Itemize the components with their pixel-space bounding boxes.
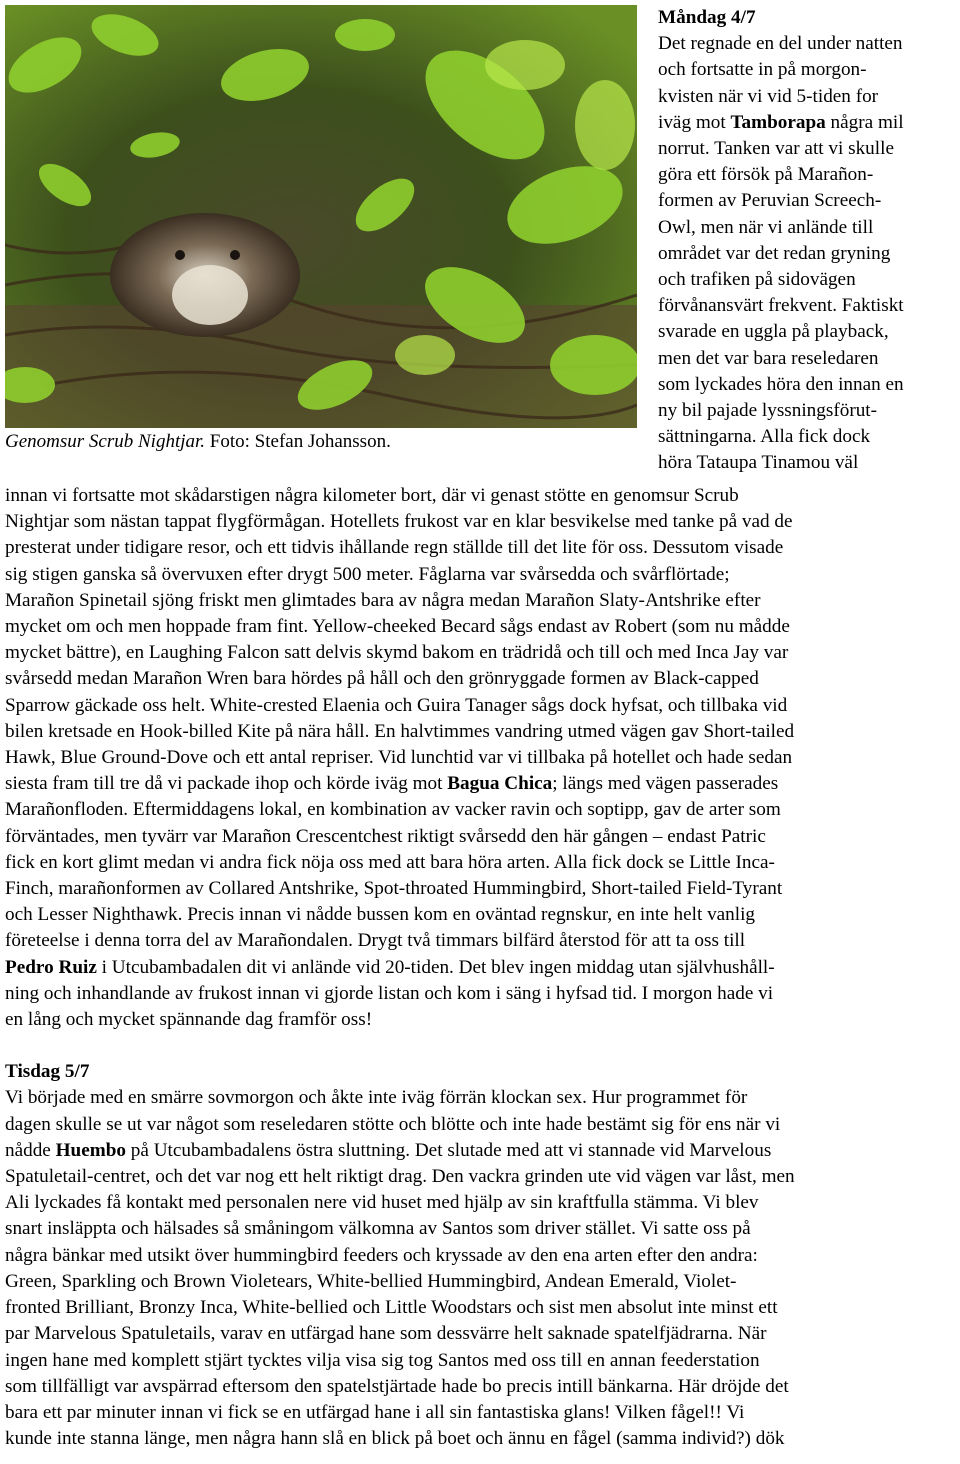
- photo-caption: [5, 431, 391, 453]
- text-run: i Utcubambadalen dit vi anlände vid 20-tiden. Det blev ingen middag utan självhushåll-: [96, 956, 775, 978]
- paragraph-line: svarade en uggla på playback,: [658, 321, 889, 343]
- paragraph-line: fronted Brilliant, Bronzy Inca, White-bellied och Little Woodstars och sist men absolut inte minst ett: [5, 1297, 778, 1319]
- paragraph-line: presterat under tidigare resor, och ett tidvis ihållande regn ställde till det lite för oss. Dessutom visade: [5, 537, 784, 559]
- paragraph-line: Spatuletail-centret, och det var nog ett helt riktigt drag. Den vackra grinden ute vid vägen var låst, men: [5, 1166, 795, 1188]
- paragraph-line: en lång och mycket spännande dag framför oss!: [5, 1009, 373, 1031]
- day1-full-lines: [5, 483, 957, 1033]
- paragraph-line: ny bil pajade lyssningsförut-: [658, 400, 878, 422]
- paragraph-line: Marañonfloden. Eftermiddagens lokal, en kombination av vacker ravin och soptipp, gav de arter som: [5, 799, 781, 821]
- paragraph-line: förväntades, men tyvärr var Marañon Crescentchest riktigt svårsedd den här gången – endast Patric: [5, 825, 766, 847]
- caption-species: Genomsur Scrub Nightjar.: [5, 431, 206, 452]
- paragraph-line: formen av Peruvian Screech-: [658, 190, 882, 212]
- paragraph-line: Det regnade en del under natten: [658, 33, 903, 55]
- place-name: Pedro Ruiz: [5, 956, 97, 978]
- day1-side-column: [658, 5, 958, 477]
- paragraph-line: mycket om och men hoppade fram fint. Yellow-cheeked Becard sågs endast av Robert (som nu mådde: [5, 616, 790, 638]
- nightjar-photo: [5, 5, 637, 428]
- text-run: siesta fram till tre då vi packade ihop och körde iväg mot: [5, 773, 448, 795]
- day2-heading: Tisdag 5/7: [5, 1061, 90, 1083]
- paragraph-line: [658, 110, 958, 136]
- paragraph-line: snart insläppta och hälsades så småningom välkomna av Santos som driver stället. Vi satte oss på: [5, 1218, 751, 1240]
- paragraph-line: några bänkar med utsikt över hummingbird feeders och kryssade av den ena arten efter den andra:: [5, 1244, 758, 1266]
- paragraph-line: ingen hane med komplett stjärt tycktes vilja visa sig tog Santos med oss till en annan feederstation: [5, 1349, 760, 1371]
- paragraph-line: sig stigen ganska så övervuxen efter drygt 500 meter. Fåglarna var svårsedda och svårflörtade;: [5, 563, 730, 585]
- paragraph-line: ning och inhandlande av frukost innan vi gjorde listan och kom i säng i hyfsad tid. I morgon hade vi: [5, 982, 774, 1004]
- paragraph-line: förvånansvärt frekvent. Faktiskt: [658, 295, 904, 317]
- paragraph-line: området var det redan gryning: [658, 242, 891, 264]
- caption-credit: Foto: Stefan Johansson.: [205, 431, 391, 452]
- section-gap: [5, 1033, 957, 1059]
- text-run: nådde: [5, 1139, 56, 1161]
- place-name: Huembo: [55, 1139, 126, 1161]
- paragraph-line: sättningarna. Alla fick dock: [658, 426, 871, 448]
- paragraph-line: och fortsatte in på morgon-: [658, 59, 867, 81]
- paragraph-line: som lyckades höra den innan en: [658, 373, 904, 395]
- paragraph-line: och trafiken på sidovägen: [658, 269, 856, 291]
- paragraph-line: Nightjar som nästan tappat flygförmågan. Hotellets frukost var en klar besvikelse med tanke på vad de: [5, 511, 793, 533]
- text-run: iväg mot: [658, 111, 731, 133]
- day1-heading: Måndag 4/7: [658, 7, 756, 28]
- text-run: på Utcubambadalens östra sluttning. Det slutade med att vi stannade vid Marvelous: [126, 1139, 772, 1161]
- paragraph-line: Hawk, Blue Ground-Dove och ett antal repriser. Vid lunchtid var vi tillbaka på hotellet och hade sedan: [5, 747, 793, 769]
- paragraph-line: [5, 1138, 957, 1164]
- paragraph-line: bara ett par minuter innan vi fick se en utfärgad hane i all sin fantastiska glans! Vilken fågel!! Vi: [5, 1401, 745, 1423]
- paragraph-line: Owl, men när vi anlände till: [658, 216, 874, 238]
- paragraph-line: norrut. Tanken var att vi skulle: [658, 138, 894, 160]
- paragraph-line: men det var bara reseledaren: [658, 347, 879, 369]
- text-run: ; längs med vägen passerades: [552, 773, 779, 795]
- paragraph-line: fick en kort glimt medan vi andra fick nöja oss med att bara höra arten. Alla fick dock se Little Inca-: [5, 851, 775, 873]
- day1-side-lines: [658, 31, 958, 476]
- place-name: Tamborapa: [730, 111, 826, 133]
- paragraph-line: kvisten när vi vid 5-tiden for: [658, 85, 879, 107]
- paragraph-line: mycket bättre), en Laughing Falcon satt delvis skymd bakom en trädridå och till och med Inca Jay var: [5, 642, 789, 664]
- paragraph-line: [5, 771, 957, 797]
- paragraph-line: höra Tataupa Tinamou väl: [658, 452, 859, 474]
- body-text: [5, 483, 957, 1452]
- paragraph-line: Marañon Spinetail sjöng friskt men glimtades bara av några medan Marañon Slaty-Antshrike efter: [5, 589, 761, 611]
- paragraph-line: och Lesser Nighthawk. Precis innan vi nådde bussen kom en oväntad regnskur, en inte helt vanlig: [5, 904, 756, 926]
- paragraph-line: som tillfälligt var avspärrad eftersom den spatelstjärtade hade bo precis intill bänkarna. Här dröjde det: [5, 1375, 789, 1397]
- paragraph-line: Ali lyckades få kontakt med personalen nere vid huset med hjälp av sin kraftfulla stämma. Vi blev: [5, 1192, 759, 1214]
- paragraph-line: bilen kretsade en Hook-billed Kite på nära håll. En halvtimmes vandring utmed vägen gav Short-tailed: [5, 720, 795, 742]
- paragraph-line: svårsedd medan Marañon Wren bara hördes på håll och den grönryggade formen av Black-capped: [5, 668, 759, 690]
- paragraph-line: par Marvelous Spatuletails, varav en utfärgad hane som dessvärre helt saknade spatelfjädrarna. När: [5, 1323, 767, 1345]
- paragraph-line: Finch, marañonformen av Collared Antshrike, Spot-throated Hummingbird, Short-tailed Field-Tyrant: [5, 878, 783, 900]
- paragraph-line: dagen skulle se ut var något som reseledaren stötte och blötte och inte hade bestämt sig för ens när vi: [5, 1113, 781, 1135]
- paragraph-line: Sparrow gäckade oss helt. White-crested Elaenia och Guira Tanager sågs dock hyfsat, och tillbaka vid: [5, 694, 788, 716]
- paragraph-line: kunde inte stanna länge, men några hann slå en blick på boet och ännu en fågel (samma individ?) dök: [5, 1428, 785, 1450]
- paragraph-line: innan vi fortsatte mot skådarstigen några kilometer bort, där vi genast stötte en genomsur Scrub: [5, 485, 739, 506]
- paragraph-line: göra ett försök på Marañon-: [658, 164, 874, 186]
- paragraph-line: Green, Sparkling och Brown Violetears, White-bellied Hummingbird, Andean Emerald, Violet-: [5, 1270, 737, 1292]
- paragraph-line: Vi började med en smärre sovmorgon och åkte inte iväg förrän klockan sex. Hur programmet för: [5, 1087, 748, 1109]
- paragraph-line: företeelse i denna torra del av Marañondalen. Drygt två timmars bilfärd återstod för att ta oss till: [5, 930, 746, 952]
- nightjar-photo-illustration: [5, 5, 637, 428]
- place-name: Bagua Chica: [447, 773, 553, 795]
- paragraph-line: [5, 955, 957, 981]
- day2-lines: [5, 1085, 957, 1452]
- text-run: några mil: [825, 111, 904, 133]
